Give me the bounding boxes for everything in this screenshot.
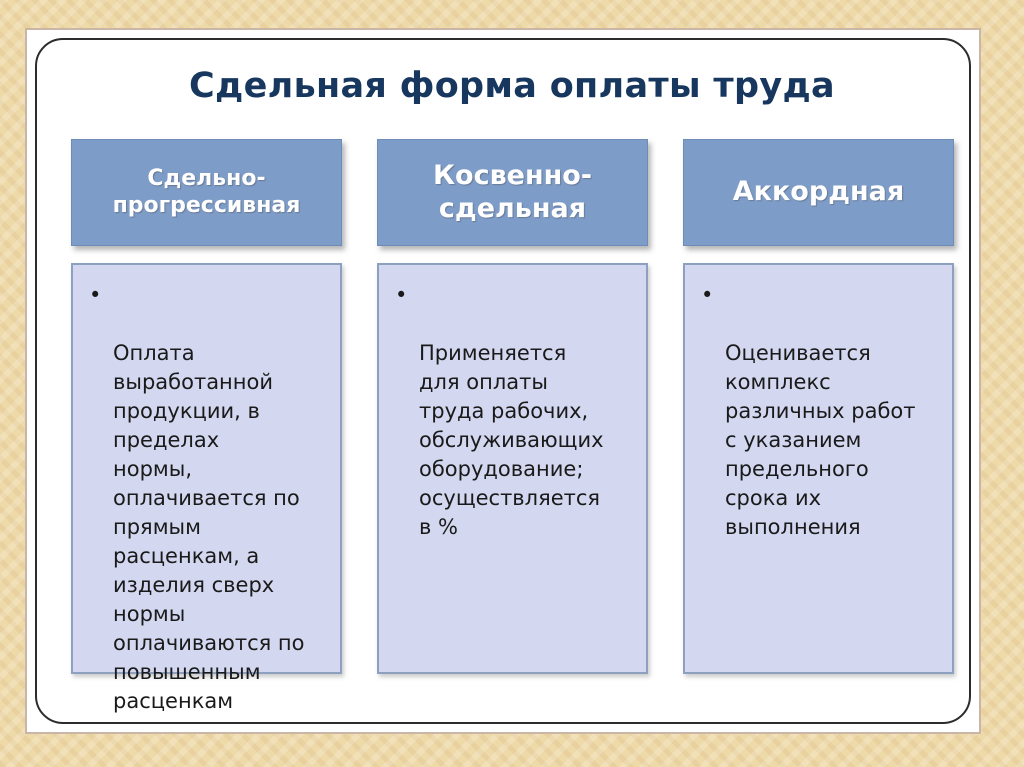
body-piece-progressive	[71, 263, 342, 713]
list-item-text: Оплата выработанной продукции, в пределах нормы, оплачивается по прямым расценкам, а изделия сверх нормы оплачиваются по повышенным расценкам	[113, 341, 305, 713]
slide-title: Сдельная форма оплаты труда	[189, 66, 835, 106]
header-lump-sum-label: Аккордная	[732, 176, 905, 208]
list-item	[699, 281, 944, 542]
header-indirect-piece	[377, 139, 648, 246]
bullet-list	[699, 281, 944, 542]
header-indirect-piece-label: Косвенно- сдельная	[432, 160, 593, 224]
header-lump-sum	[683, 139, 954, 246]
list-item-text: Оценивается комплекс различных работ с указанием предельного срока их выполнения	[725, 341, 916, 539]
bullet-list	[393, 281, 638, 542]
list-item	[393, 281, 638, 542]
bullet-icon: •	[395, 283, 408, 307]
bullet-icon: •	[701, 283, 714, 307]
list-item	[87, 281, 332, 716]
body-lump-sum	[683, 263, 954, 674]
header-piece-progressive-label: Сдельно- прогрессивная	[112, 166, 301, 218]
body-indirect-piece	[377, 263, 648, 674]
bullet-list	[87, 281, 332, 716]
list-item-text: Применяется для оплаты труда рабочих, обслуживающих оборудование; осуществляется в %	[419, 341, 604, 539]
header-piece-progressive	[71, 139, 342, 246]
bullet-icon: •	[89, 283, 102, 307]
